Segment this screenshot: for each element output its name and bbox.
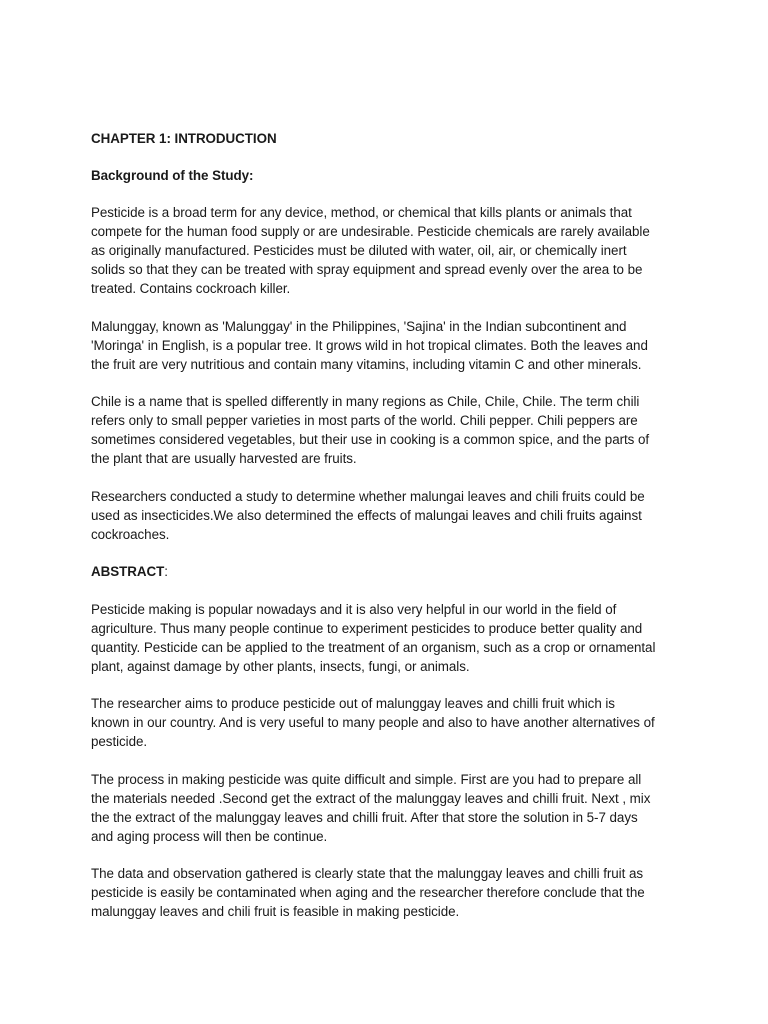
text-line: Pesticide is a broad term for any device, method, or chemical that kills plants or animals that <box>91 205 632 220</box>
abstract-paragraph-2 <box>91 694 681 751</box>
text-line: plant, against damage by other plants, insects, fungi, or animals. <box>91 658 470 674</box>
background-paragraph-3 <box>91 392 681 468</box>
background-paragraph-2 <box>91 317 681 374</box>
text-line: the the extract of the malunggay leaves and chilli fruit. After that store the solution in 5-7 days <box>91 809 638 825</box>
abstract-heading-colon: : <box>164 564 168 579</box>
text-line: the fruit are very nutritious and contain many vitamins, including vitamin C and other minerals. <box>91 356 642 372</box>
abstract-heading-text: ABSTRACT <box>91 564 165 579</box>
text-line: agriculture. Thus many people continue to experiment pesticides to produce better quality and <box>91 620 643 636</box>
text-line: treated. Contains cockroach killer. <box>91 281 291 296</box>
text-line: known in our country. And is very useful to many people and also to have another alternatives of <box>91 715 655 730</box>
text-line: compete for the human food supply or are undesirable. Pesticide chemicals are rarely available <box>91 224 650 239</box>
text-line: refers only to small pepper varieties in most parts of the world. Chili pepper. Chili peppers are <box>91 413 638 428</box>
text-line: quantity. Pesticide can be applied to the treatment of an organism, such as a crop or ornamental <box>91 639 656 655</box>
text-line: The data and observation gathered is clearly state that the malunggay leaves and chilli fruit as <box>91 866 643 881</box>
text-line: Chile is a name that is spelled differently in many regions as Chile, Chile, Chile. The term chili <box>91 394 640 409</box>
text-line: Pesticide making is popular nowadays and it is also very helpful in our world in the field of <box>91 601 617 617</box>
text-line: malunggay leaves and chili fruit is feasible in making pesticide. <box>91 904 460 919</box>
text-line: pesticide is easily be contaminated when aging and the researcher therefore conclude that the <box>91 885 645 900</box>
text-line: The process in making pesticide was quite difficult and simple. First are you had to prepare all <box>91 771 642 787</box>
text-line: The researcher aims to produce pesticide out of malunggay leaves and chilli fruit which is <box>91 696 615 711</box>
abstract-paragraph-4 <box>91 864 681 921</box>
text-line: sometimes considered vegetables, but their use in cooking is a common spice, and the parts of <box>91 432 650 447</box>
text-line: used as insecticides.We also determined the effects of malungai leaves and chili fruits against <box>91 507 642 523</box>
chapter-title: CHAPTER 1: INTRODUCTION <box>91 131 277 146</box>
text-line: Researchers conducted a study to determine whether malungai leaves and chili fruits could be <box>91 488 645 504</box>
background-paragraph-1 <box>91 203 681 298</box>
text-line: and aging process will then be continue. <box>91 828 328 844</box>
text-line: 'Moringa' in English, is a popular tree. It grows wild in hot tropical climates. Both the leaves and <box>91 337 648 353</box>
abstract-paragraph-3 <box>91 770 681 846</box>
background-paragraph-4 <box>91 487 681 544</box>
text-line: the plant that are usually harvested are fruits. <box>91 451 357 466</box>
text-line: solids so that they can be treated with spray equipment and spread evenly over the area to be <box>91 262 643 277</box>
document-page <box>91 129 681 921</box>
text-line: Malunggay, known as 'Malunggay' in the Philippines, 'Sajina' in the Indian subcontinent and <box>91 318 627 334</box>
abstract-paragraph-1 <box>91 600 681 676</box>
text-line: the materials needed .Second get the extract of the malunggay leaves and chilli fruit. Next , mix <box>91 790 651 806</box>
abstract-heading <box>91 562 681 581</box>
background-heading: Background of the Study: <box>91 168 254 183</box>
text-line: pesticide. <box>91 734 148 749</box>
text-line: as originally manufactured. Pesticides must be diluted with water, oil, air, or chemically inert <box>91 243 627 258</box>
text-line: cockroaches. <box>91 526 170 542</box>
